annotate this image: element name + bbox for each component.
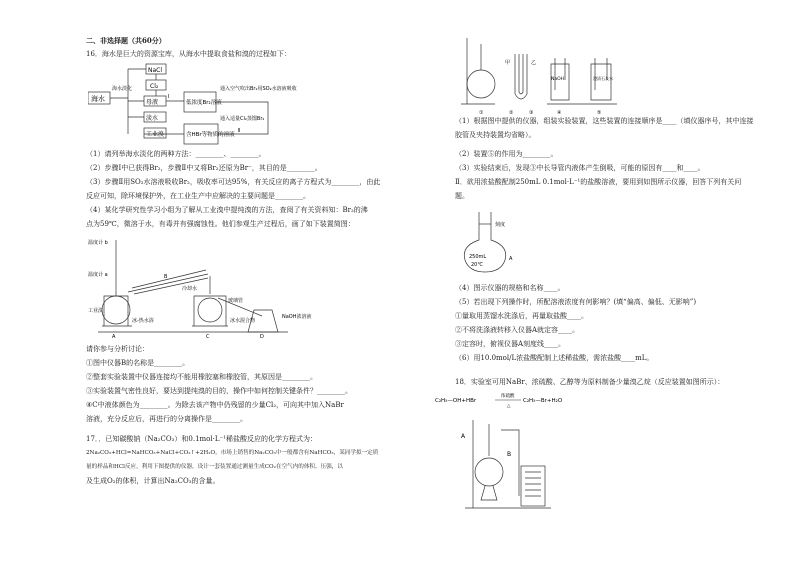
top-lbl-1: ① <box>479 110 484 116</box>
r5b: ②不将洗涤液转移入仪器A就定容____。 <box>455 326 580 334</box>
d4b: 溶液，充分反应后，再进行的分离操作是________。 <box>86 415 247 423</box>
eq-delta: △ <box>507 404 511 408</box>
flask-scale: 刻度 <box>495 222 506 228</box>
d2: ②整套实验装置中仪器连接均不能用橡胶塞和橡胶管，其原因是________。 <box>86 373 317 381</box>
flow-low-br: 低浓度Br₂溶液 <box>186 100 222 106</box>
top-lbl-lime: 澄清石灰水 <box>593 76 613 81</box>
q16-4a: （4）某化学研究性学习小组为了解从工业溴中提纯溴的方法，查阅了有关资料知：Br₂的沸 <box>86 206 368 214</box>
d1: ①图中仪器B的名称是________。 <box>86 359 190 367</box>
flow-roman2: Ⅱ <box>238 128 241 134</box>
app-thermo-a: 温度计 a <box>88 272 108 278</box>
section-title: 二、非选择题（共60分） <box>86 36 166 45</box>
app-D: D <box>260 334 264 340</box>
flask-a: A <box>509 256 513 262</box>
q16-3a: （3）步骤Ⅱ用SO₂水溶液吸收Br₂，吸收率可达95%，有关反应的离子方程式为________，由此 <box>86 178 381 186</box>
co2-apparatus <box>455 34 625 116</box>
q17d: 及生成O₂的体积，计算出Na₂CO₃的含量。 <box>86 477 220 485</box>
q17c: 量的样品和HCl反应，利用下图提供的仪器，设计一套装置通过测量生成CO₂在空气内的体积、压强，以 <box>86 464 343 470</box>
bottom-lbl-b: B <box>507 451 512 458</box>
flow-cl2: Cl₂ <box>150 83 159 90</box>
r1a: （1）根据图中提供的仪器，组装实验装置，这些装置的连接顺序是____（填仪器序号，其中连接 <box>455 117 754 125</box>
r4: （4）图示仪器的规格和名称____。 <box>455 284 565 292</box>
r-ii: Ⅱ．欲用浓盐酸配制250mL 0.1mol·L⁻¹的盐酸溶液，要用到如图所示仪器，回答下列有关问 <box>455 178 742 186</box>
app-B: B <box>164 274 168 280</box>
app-cold: 冰水混合物 <box>230 318 256 324</box>
left-column <box>86 0 404 562</box>
r5c: ③定容时，俯视仪器A刻度线____。 <box>455 340 566 348</box>
flow-hbr: 含HBr等物质的溶液 <box>186 132 235 138</box>
app-industrial: 工业溴 <box>88 308 104 314</box>
flow-industrial: 工业溴 <box>146 131 165 138</box>
bottom-lbl-a: A <box>461 433 466 440</box>
app-cool: 冷却水 <box>182 286 198 292</box>
distillation-apparatus <box>88 236 328 340</box>
q16-3b: 反应可知，除环境保护外，在工业生产中应解决的主要问题是________。 <box>86 192 310 200</box>
flow-roman1: Ⅰ <box>168 94 170 100</box>
app-A: A <box>112 334 116 340</box>
q18: 18．实验室可用NaBr、浓硫酸、乙醇等为原料制备少量溴乙烷（反应装置如图所示）： <box>455 378 725 386</box>
flow-nacl: NaCl <box>148 67 163 74</box>
flow-seawater: 海水 <box>91 95 105 103</box>
r3: （3）实验结束后，发现③中长导管内液体产生倒吸，可能的原因有____和____。 <box>455 164 705 172</box>
top-lbl-jia: 甲 <box>505 60 511 66</box>
r-ii-b: 题。 <box>455 192 469 200</box>
flask-vol: 250mL <box>469 254 487 260</box>
top-lbl-3: ③ <box>529 110 534 116</box>
ethyl-bromide-apparatus <box>459 416 559 516</box>
q16-4b: 点为59℃，微溶于水，有毒并有强腐蚀性。他们参观生产过程后，画了如下装置简图： <box>86 220 355 228</box>
top-lbl-2: ② <box>509 110 514 116</box>
app-C: C <box>206 334 210 340</box>
flow-cl2-in: 通入适量Cl₂蒸馏Br₂ <box>220 116 265 122</box>
right-column <box>435 0 770 562</box>
top-lbl-yi: 乙 <box>531 60 537 66</box>
app-thermo-b: 温度计 b <box>88 240 108 246</box>
top-lbl-4: ④ <box>557 110 562 116</box>
r5a: ①量取用蒸馏水洗涤后，再量取盐酸____。 <box>455 312 588 320</box>
flow-desal: 海水淡化 <box>112 86 133 92</box>
d4a: ④C中液体颜色为________。为除去该产物中仍残留的少量Cl₂，可向其中加入NaBr <box>86 401 344 409</box>
q16-intro: 16．海水是巨大的资源宝库，从海水中提取食盐和溴的过程如下： <box>86 50 291 58</box>
q16-2: （2）步骤Ⅰ中已获得Br₂，步骤Ⅱ中又将Br₂还原为Br⁻，其目的是________。 <box>86 164 322 172</box>
r1b: 胶管及夹持装置均省略）。 <box>455 131 536 139</box>
eq-right: C₂H₅—Br+H₂O <box>523 398 563 404</box>
app-naoh: NaOH浓溶液 <box>282 314 312 320</box>
flow-absorb: 通入空气吹出Br₂用SO₂水溶液吸收 <box>220 86 297 92</box>
q17a: 17．．已知碳酸钠（Na₂CO₃）和0.1mol·L⁻¹稀盐酸反应的化学方程式为： <box>86 435 318 443</box>
eq-left: C₂H₅—OH+HBr <box>435 398 477 404</box>
flask-temp: 20℃ <box>471 262 483 268</box>
app-hot: 冰-热水浴 <box>132 318 154 324</box>
flow-mother: 母液 <box>146 99 159 106</box>
volumetric-flask <box>455 210 525 276</box>
q17b: 2Na₂CO₃+HCl=NaHCO₃+NaCl+CO₂↑+2H₂O，市场上销售的Na₂CO₃中一般都含有NaHCO₃，某同学拟一定质 <box>86 450 379 456</box>
top-lbl-5: ⑤ <box>597 110 602 116</box>
top-lbl-naoh: NaOH <box>551 77 565 82</box>
reaction-equation <box>435 392 635 408</box>
app-tube: 玻璃管 <box>228 298 244 304</box>
r5: （5）若出现下列操作时，所配溶液浓度有何影响？(填“偏高、偏低、无影响”) <box>455 298 697 306</box>
r6: （6）用10.0mol/L浓盐酸配制上述稀盐酸，需浓盐酸____mL。 <box>455 354 654 362</box>
discuss: 请你参与分析讨论： <box>86 345 149 353</box>
d3: ③实验装置气密性良好，要达到提纯溴的目的，操作中如何控制关键条件？________。 <box>86 387 352 395</box>
q16-1: （1）请列举海水淡化的两种方法：________、________。 <box>86 150 266 158</box>
seawater-flow-diagram <box>88 62 328 148</box>
flow-fresh: 淡水 <box>146 115 159 122</box>
r2: （2）装置⑤的作用为________。 <box>455 150 558 158</box>
eq-cond: 浓硫酸 <box>501 394 515 399</box>
